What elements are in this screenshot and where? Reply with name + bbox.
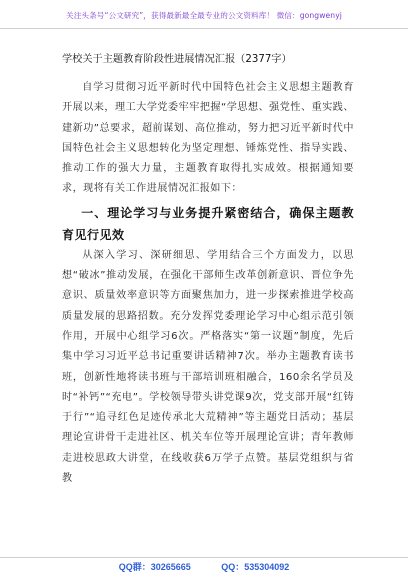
section-heading: 一、理论学习与业务提升紧密结合，确保主题教育见行见效 <box>62 205 354 242</box>
header-divider <box>0 28 408 29</box>
document-title: 学校关于主题教育阶段性进展情况汇报（2377字） <box>62 54 292 65</box>
document-body <box>62 78 354 489</box>
footer-contact <box>0 561 408 573</box>
footer-qq-group: QQ群：30265665 <box>118 562 191 572</box>
intro-paragraph: 自学习贯彻习近平新时代中国特色社会主义思想主题教育开展以来，理工大学党委牢牢把握“学思想、强党性、重实践、建新功”总要求，超前谋划、高位推动，努力把习近平新时代中国特色社会主义思想转化为坚定理想、锤炼党性、指导实践、推动工作的强大力量，主题教育取得扎实成效。根据通知要求，现将有关工作进展情况汇报如下： <box>62 82 354 195</box>
header-banner: 关注头条号“公文研究”，获得最新最全最专业的公文资料库！ 微信：gongwenyj <box>66 11 342 20</box>
footer-qq: QQ：535304092 <box>221 562 290 572</box>
footer-divider <box>0 557 408 558</box>
section-paragraph: 从深入学习、深研细思、学用结合三个方面发力，以思想“破冰”推动发展，在强化干部师生改革创新意识、晋位争先意识、质量效率意识等方面聚焦加力，进一步探索推进学校高质量发展的思路招数。充分发挥党委理论学习中心组示范引领作用，开展中心组学习6次。严格落实“第一议题”制度，先后集中学习习近平总书记重要讲话精神7次。举办主题教育读书班，创新性地将读书班与干部培训班相融合，160余名学员及时“补钙”“充电”。学校领导带头讲党课9次，党支部开展“红铸于行”“追寻红色足迹传承北大荒精神”等主题党日活动；基层理论宣讲骨干走进社区、机关车位等开展理论宣讲；青年教师走进校思政大讲堂，在线收获6万学子点赞。基层党组织与省教 <box>62 249 354 485</box>
